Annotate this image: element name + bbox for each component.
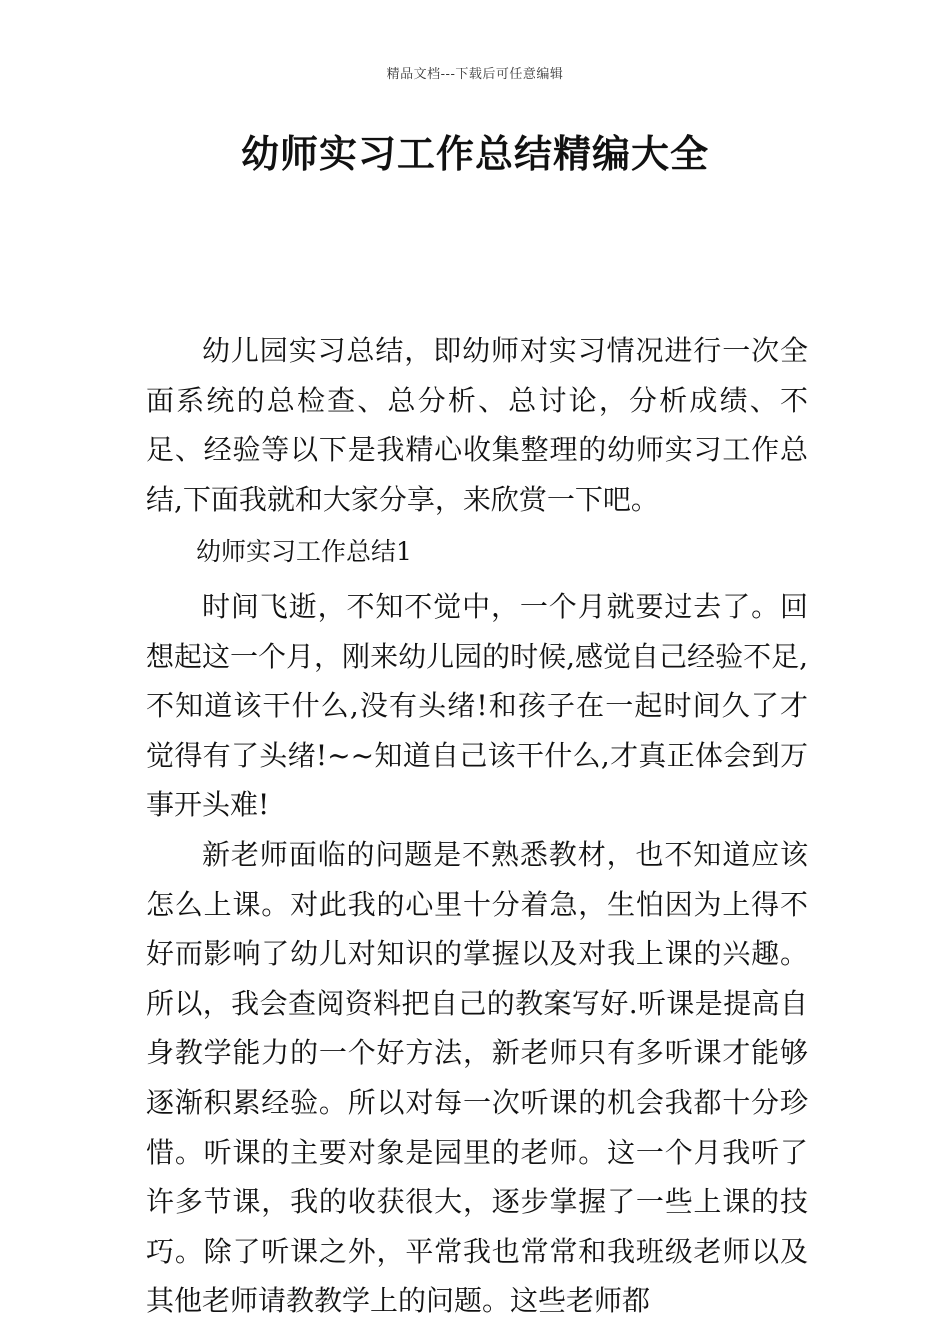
page-header-note: 精品文档---下载后可任意编辑 [386,67,564,82]
document-title: 幼师实习工作总结精编大全 [240,132,709,176]
body-paragraph: 时间飞逝，不知不觉中，一个月就要过去了。回想起这一个月，刚来幼儿园的时候,感觉自己经验不足,不知道该干什么,没有头绪!和孩子在一起时间久了才觉得有了头绪!~~知道自己该干什么,才真正体会到万事开头难! [146,589,808,822]
document-body [146,326,808,1326]
intro-paragraph: 幼儿园实习总结，即幼师对实习情况进行一次全面系统的总检查、总分析、总讨论，分析成绩、不足、经验等以下是我精心收集整理的幼师实习工作总结,下面我就和大家分享，来欣赏一下吧。 [146,334,808,516]
body-paragraph: 新老师面临的问题是不熟悉教材，也不知道应该怎么上课。对此我的心里十分着急，生怕因为上得不好而影响了幼儿对知识的掌握以及对我上课的兴趣。所以，我会查阅资料把自己的教案写好.听课是提高自身教学能力的一个好方法，新老师只有多听课才能够逐渐积累经验。所以对每一次听课的机会我都十分珍惜。听课的主要对象是园里的老师。这一个月我听了许多节课，我的收获很大，逐步掌握了一些上课的技巧。除了听课之外，平常我也常常和我班级老师以及其他老师请教教学上的问题。这些老师都 [146,837,808,1318]
section-heading: 幼师实习工作总结1 [196,537,412,567]
